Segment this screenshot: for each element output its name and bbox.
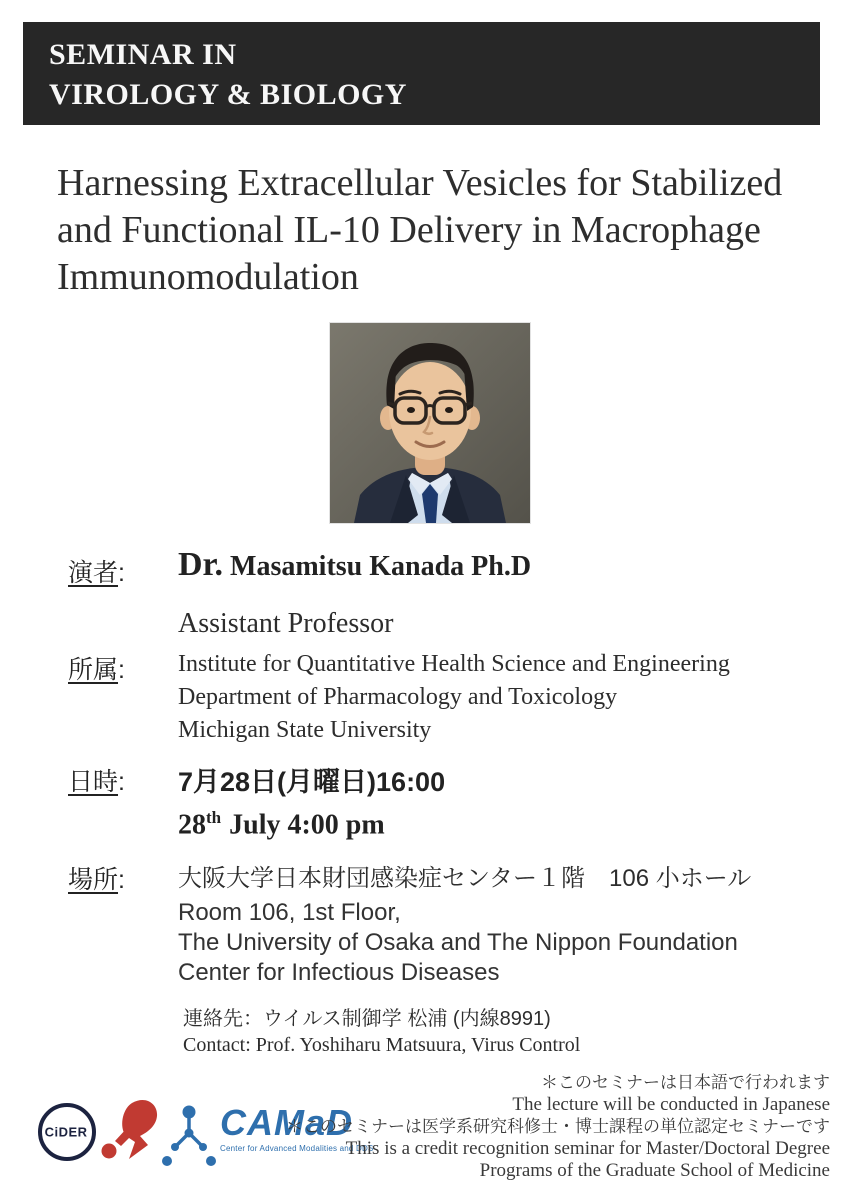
location-line-3: Center for Infectious Diseases	[178, 959, 500, 986]
location-line-2: The University of Osaka and The Nippon Foundation	[178, 929, 738, 956]
banner-line-2: VIROLOGY & BIOLOGY	[49, 78, 407, 111]
location-line-1: Room 106, 1st Floor,	[178, 899, 401, 926]
location-label: 場所:	[68, 866, 125, 894]
speaker-name	[178, 546, 531, 584]
affiliation-line-1: Institute for Quantitative Health Science and Engineering	[178, 651, 730, 677]
note-japanese-1: ＊このセミナーは日本語で行われます	[541, 1073, 830, 1092]
datetime-label: 日時:	[68, 768, 125, 796]
note-english-3: Programs of the Graduate School of Medicine	[479, 1160, 830, 1181]
note-english-1: The lecture will be conducted in Japanese	[512, 1094, 830, 1115]
banner	[23, 22, 820, 125]
red-emblem-logo	[100, 1095, 162, 1175]
note-japanese-2: ＊このセミナーは医学系研究科修士・博士課程の単位認定セミナーです	[286, 1117, 830, 1136]
footer-notes	[250, 1072, 830, 1182]
location-japanese: 大阪大学日本財団感染症センター１階 106 小ホール	[178, 865, 752, 892]
molecule-network-logo	[162, 1103, 216, 1171]
datetime-rest: July 4:00 pm	[229, 809, 385, 841]
datetime-ordinal: th	[206, 808, 222, 827]
datetime-japanese: 7月28日(月曜日)16:00	[178, 767, 446, 797]
cider-logo-label: CiDER	[44, 1124, 88, 1140]
datetime-day: 28	[178, 809, 206, 841]
camad-logo-tagline: Center for Advanced Modalities and DDS	[220, 1144, 374, 1153]
location-english	[178, 898, 738, 988]
camad-logo-wordmark: CAMaD	[220, 1102, 354, 1143]
affiliation-line-2: Department of Pharmacology and Toxicology	[178, 684, 618, 710]
title-line-3: Immunomodulation	[57, 256, 359, 298]
speaker-role: Assistant Professor	[178, 608, 394, 639]
speaker-name-prefix: Dr.	[178, 546, 224, 583]
contact-japanese: 連絡先：ウイルス制御学 松浦 (内線8991)	[183, 1008, 551, 1030]
speaker-portrait-illustration	[330, 323, 530, 523]
note-english-2: This is a credit recognition seminar for Master/Doctoral Degree	[345, 1138, 830, 1159]
title-line-2: and Functional IL-10 Delivery in Macrophage	[57, 209, 761, 251]
contact-block	[183, 1006, 580, 1058]
banner-line-1: SEMINAR IN	[49, 38, 237, 71]
speaker-name-rest: Masamitsu Kanada Ph.D	[223, 551, 532, 582]
affiliation-line-3: Michigan State University	[178, 717, 432, 743]
speaker-photo	[330, 323, 530, 523]
cider-logo	[38, 1103, 96, 1161]
speaker-label: 演者:	[68, 559, 125, 587]
datetime-english	[178, 808, 385, 841]
page-title	[57, 160, 817, 301]
contact-english: Contact: Prof. Yoshiharu Matsuura, Virus Control	[183, 1034, 581, 1056]
affiliation-label: 所属:	[68, 656, 125, 684]
affiliation-lines	[178, 648, 730, 747]
title-line-1: Harnessing Extracellular Vesicles for Stabilized	[57, 162, 783, 204]
